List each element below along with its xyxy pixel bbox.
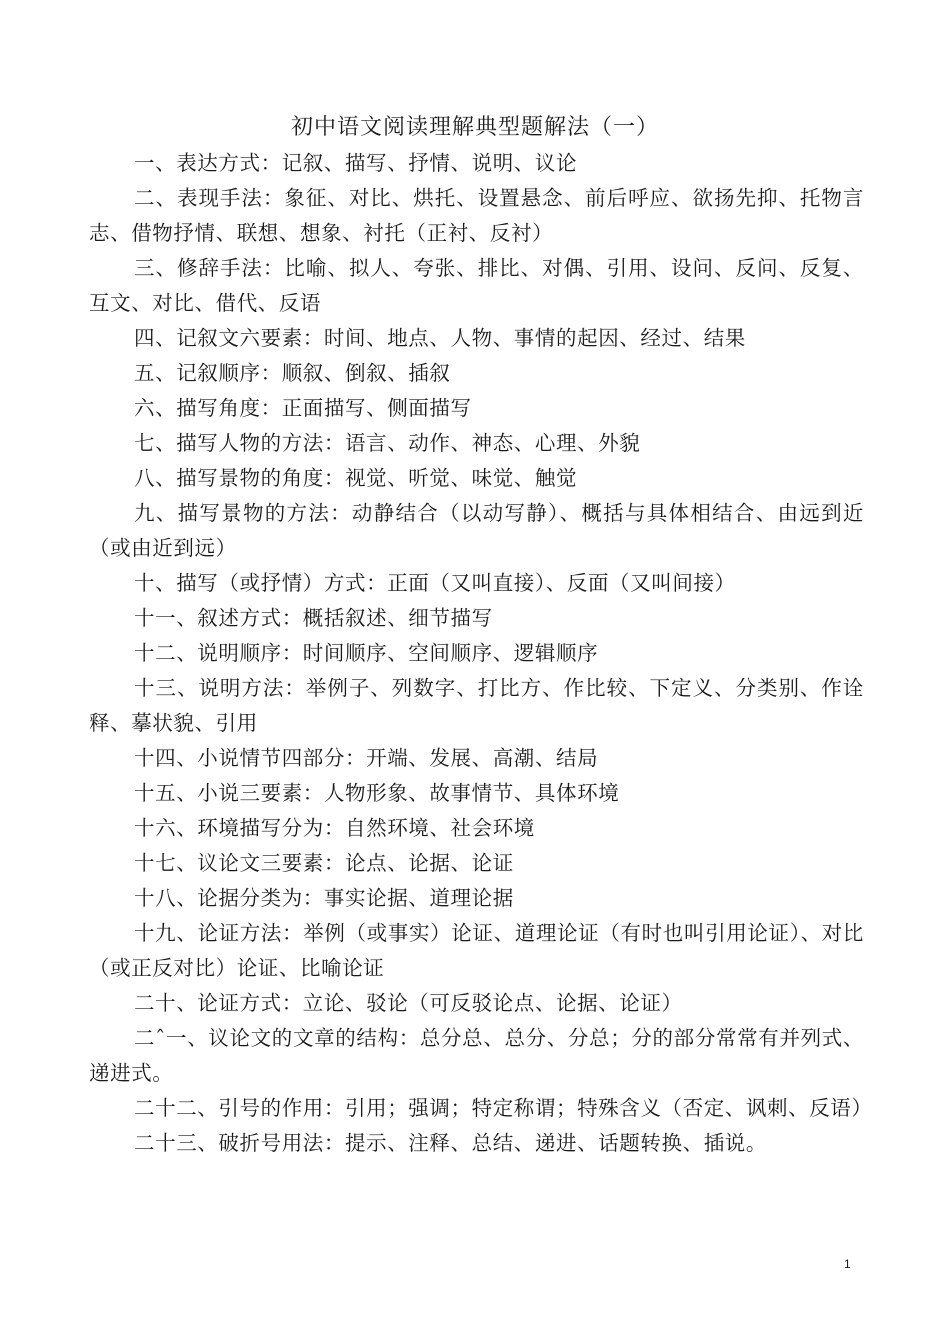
- list-item: 十七、议论文三要素：论点、论据、论证: [134, 851, 514, 875]
- list-item: 四、记叙文六要素：时间、地点、人物、事情的起因、经过、结果: [134, 326, 746, 350]
- list-item: 二十二、引号的作用：引用；强调；特定称谓；特殊含义（否定、讽刺、反语）: [134, 1096, 873, 1120]
- list-item: 二十三、破折号用法：提示、注释、总结、递进、话题转换、插说。: [134, 1131, 767, 1155]
- list-item: 十六、环境描写分为：自然环境、社会环境: [134, 816, 535, 840]
- list-item: 五、记叙顺序：顺叙、倒叙、插叙: [134, 361, 451, 385]
- list-item: 十一、叙述方式：概括叙述、细节描写: [134, 606, 493, 630]
- list-item: 二、表现手法：象征、对比、烘托、设置悬念、前后呼应、欲扬先抑、托物言志、借物抒情、联想、想象、衬托（正衬、反衬）: [89, 186, 864, 245]
- list-item: 十二、说明顺序：时间顺序、空间顺序、逻辑顺序: [134, 641, 599, 665]
- list-item: 九、描写景物的方法：动静结合（以动写静）、概括与具体相结合、由远到近（或由近到远）: [89, 501, 864, 560]
- list-item: 十八、论据分类为：事实论据、道理论据: [134, 886, 514, 910]
- list-item: 十九、论证方法：举例（或事实）论证、道理论证（有时也叫引用论证）、对比（或正反对比）论证、比喻论证: [89, 921, 864, 980]
- list-item: 七、描写人物的方法：语言、动作、神态、心理、外貌: [134, 431, 641, 455]
- list-item: 三、修辞手法：比喻、拟人、夸张、排比、对偶、引用、设问、反问、反复、互文、对比、借代、反语: [89, 256, 864, 315]
- list-item: 十、描写（或抒情）方式：正面（又叫直接）、反面（又叫间接）: [134, 571, 736, 595]
- list-item: 十三、说明方法：举例子、列数字、打比方、作比较、下定义、分类别、作诠释、摹状貌、引用: [89, 676, 864, 735]
- list-item: 十五、小说三要素：人物形象、故事情节、具体环境: [134, 781, 620, 805]
- document-title: 初中语文阅读理解典型题解法（一）: [290, 115, 659, 140]
- list-item: 六、描写角度：正面描写、侧面描写: [134, 396, 472, 420]
- document-body: [89, 146, 873, 1161]
- list-item: 一、表达方式：记叙、描写、抒情、说明、议论: [134, 151, 578, 175]
- list-item: 二十、论证方式：立论、驳论（可反驳论点、论据、论证）: [134, 991, 683, 1015]
- list-item: 二ˆ一、议论文的文章的结构：总分总、总分、分总；分的部分常常有并列式、递进式。: [89, 1026, 864, 1085]
- page-number: 1: [844, 1257, 851, 1271]
- list-item: 十四、小说情节四部分：开端、发展、高潮、结局: [134, 746, 599, 770]
- list-item: 八、描写景物的角度：视觉、听觉、味觉、触觉: [134, 466, 578, 490]
